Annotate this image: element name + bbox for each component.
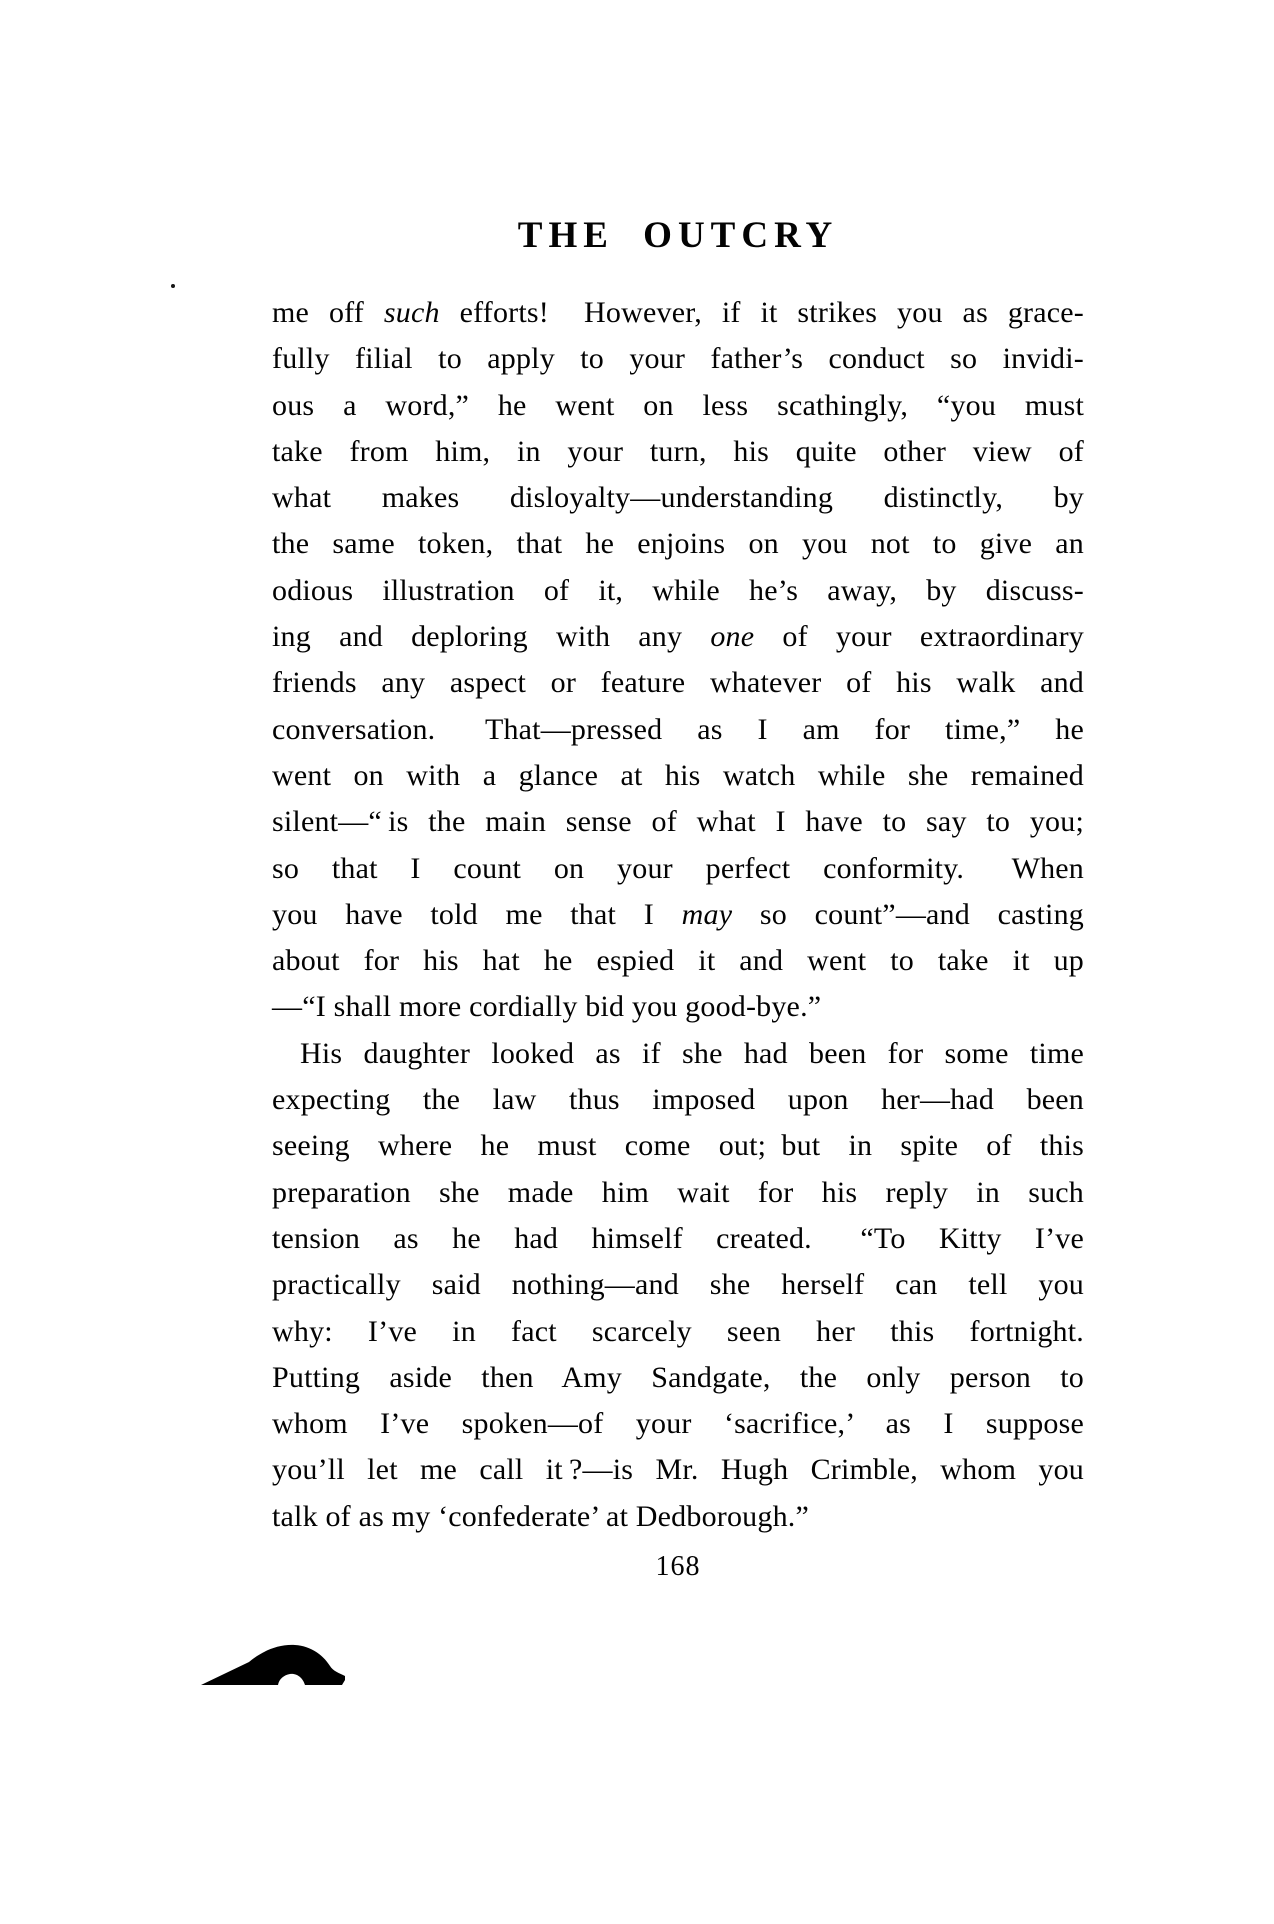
ink-speck-artifact [171,284,175,288]
text-line: why: I’ve in fact scarcely seen her this fortnight. [272,1314,1084,1348]
text-line: talk of as my ‘confederate’ at Dedborough.” [272,1499,809,1533]
text-line: conversation. That—pressed as I am for time,” he [272,712,1084,746]
running-header: THE OUTCRY [517,215,839,256]
text-line: you’ll let me call it ?—is Mr. Hugh Crimble, whom you [272,1453,1084,1487]
text-line: fully filial to apply to your father’s conduct so invidi- [272,342,1084,376]
text-line: me off such efforts! However, if it strikes you as grace- [272,296,1084,329]
text-line: the same token, that he enjoins on you not to give an [272,527,1084,561]
scan-blob-artifact [199,1642,347,1686]
text-line: about for his hat he espied it and went to take it up [272,944,1084,978]
text-line: seeing where he must come out; but in spite of this [272,1129,1084,1163]
text-line: preparation she made him wait for his reply in such [272,1175,1084,1209]
text-line: went on with a glance at his watch while she remained [272,758,1084,792]
text-line: ing and deploring with any one of your extraordinary [272,620,1085,654]
text-line: ous a word,” he went on less scathingly, “you must [272,388,1084,422]
text-line: you have told me that I may so count”—and casting [272,897,1084,931]
body-text [272,290,1084,1540]
text-line: whom I’ve spoken—of your ‘sacrifice,’ as I suppose [272,1407,1084,1441]
page-number: 168 [655,1551,701,1582]
text-line: Putting aside then Amy Sandgate, the only person to [272,1360,1084,1394]
text-line: friends any aspect or feature whatever of his walk and [272,666,1084,700]
text-line: tension as he had himself created. “To Kitty I’ve [272,1221,1084,1255]
text-line: His daughter looked as if she had been for some time [300,1036,1084,1070]
text-line: silent—“ is the main sense of what I have to say to you; [272,805,1084,839]
text-line: take from him, in your turn, his quite other view of [272,434,1084,468]
text-line: expecting the law thus imposed upon her—had been [272,1083,1084,1117]
text-line: so that I count on your perfect conformity. When [272,851,1084,885]
text-line: what makes disloyalty—understanding distinctly, by [272,481,1084,515]
text-line: odious illustration of it, while he’s away, by discuss- [272,573,1084,607]
text-line: —“I shall more cordially bid you good-bye.” [272,990,822,1024]
text-line: practically said nothing—and she herself can tell you [272,1268,1084,1302]
